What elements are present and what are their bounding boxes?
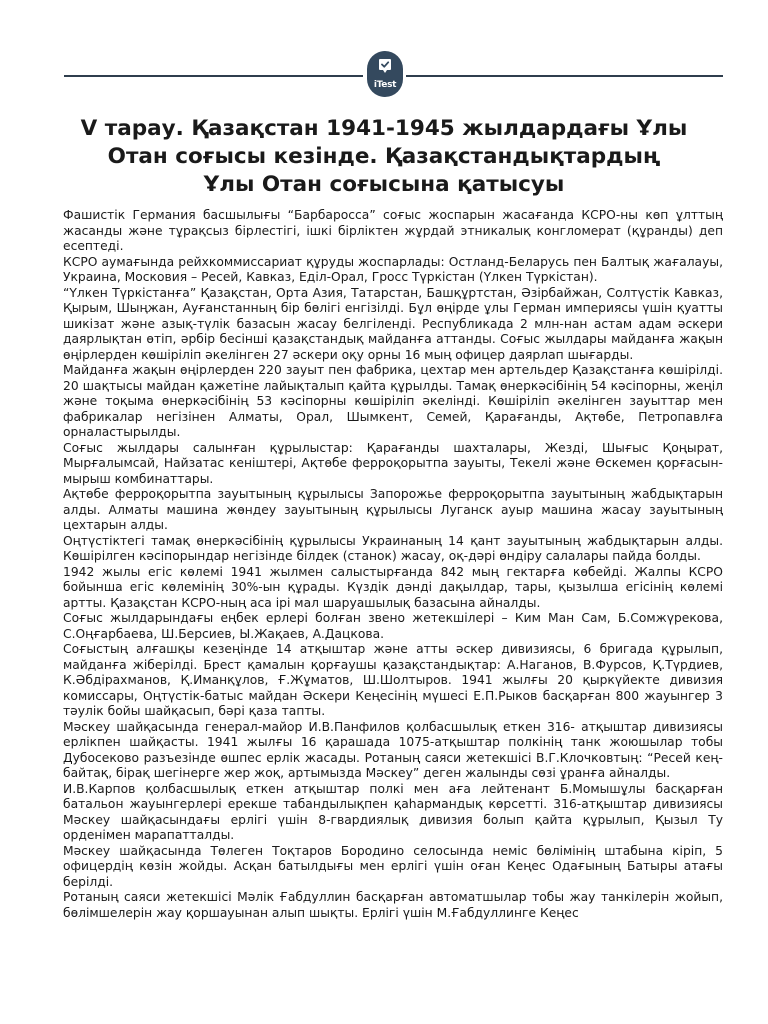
paragraph: И.В.Карпов қолбасшылық еткен атқыштар полкі мен аға лейтенант Б.Момышұлы басқарған батальон жауынгерлері ерекше табандылықпен қаһармандық көрсетті. 316-атқыштар дивизиясы Мәскеу шайқасындағы ерлігі үшін 8-гвардиялық дивизия болып қайта құрылып, Қызыл Ту орденімен марапатталды. <box>63 781 723 842</box>
title-line-1: V тарау. Қазақстан 1941-1945 жылдардағы Ұлы <box>80 116 688 141</box>
paragraph: Соғыстың алғашқы кезеңінде 14 атқыштар және атты әскер дивизиясы, 6 бригада құрылып, майданға жіберілді. Брест қамалын қорғаушы қазақстандықтар: А.Наганов, В.Фурсов, Қ.Түрдиев, К.Әбдірахманов, Қ.Иманқұлов, Ғ.Жұматов, Ш.Шолтыров. 1941 жылғы 20 қыркүйекте дивизия комиссары, Оңтүстік-батыс майдан Әскери Кеңесінің мүшесі Е.П.Рыков басқарған 800 жауынгер 3 тәулік бойы шайқасып, бәрі қаза тапты. <box>63 642 723 718</box>
page-title <box>40 115 728 199</box>
paragraph: Оңтүстіктегі тамақ өнеркәсібінің құрылысы Украинаның 14 қант зауытының жабдықтарын алды. Көшірілген кәсіпорындар негізінде білдек (станок) жасау, оқ-дәрі өндіру салалары пайда болды. <box>63 533 723 563</box>
itest-logo <box>367 51 403 97</box>
paragraph: Мәскеу шайқасында генерал-майор И.В.Панфилов қолбасшылық еткен 316- атқыштар дивизиясы ерлікпен шайқасты. 1941 жылғы 16 қарашада 1075-атқыштар полкінің танк жоюшылар тобы Дубосеково разъезінде өшпес ерлік жасады. Ротаның саяси жетекшісі В.Г.Клочковтың: “Ресей кең-байтақ, бірақ шегінерге жер жоқ, артымызда Мәскеу” деген жалынды сөзі ұранға айналды. <box>63 719 723 780</box>
paragraph: Ақтөбе ферроқорытпа зауытының құрылысы Запорожье ферроқорытпа зауытының жабдықтарын алды. Алматы машина жөндеу зауытының құрылысы Луганск ауыр машина жасау зауытының цехтарын алды. <box>63 487 723 532</box>
paragraph: Фашистік Германия басшылығы “Барбаросса” соғыс жоспарын жасағанда КСРО-ны көп ұлттың жасанды және тұрақсыз бірлестігі, ішкі бірліктен жұрдай этникалық конгломерат (құранды) деп есептеді. <box>63 208 723 253</box>
paragraph: Майданға жақын өңірлерден 220 зауыт пен фабрика, цехтар мен артельдер Қазақстанға көшірілді. 20 шақтысы майдан қажетіне лайықталып қайта құрылды. Тамақ өнеркәсібінің 54 кәсіпорны, жеңіл және тоқыма өнеркәсібінің 53 кәсіпорны көшіріліп әкелінді. Көшіріліп әкелінген зауыттар мен фабрикалар негізінен Алматы, Орал, Шымкент, Семей, Қарағанды, Ақтөбе, Петропавлға орналастырылды. <box>63 363 723 439</box>
title-line-2: Отан соғысы кезінде. Қазақстандықтардың <box>107 144 661 169</box>
logo-wordmark: iTest <box>373 80 397 90</box>
document-body <box>63 208 723 921</box>
header-rule-right <box>406 75 723 77</box>
paragraph: КСРО аумағында рейхкоммиссариат құруды жоспарлады: Остланд-Беларусь пен Балтық жағалауы, Украина, Московия – Ресей, Кавказ, Еділ-Орал, Гросс Түркістан (Үлкен Түркістан). <box>63 254 723 284</box>
paragraph: “Үлкен Түркістанға” Қазақстан, Орта Азия, Татарстан, Башқұртстан, Әзірбайжан, Солтүстік Кавказ, Қырым, Шыңжан, Ауғанстанның бір бөлігі енгізілді. Бұл өңірде ұлы Герман империясы үшін қуатты шикізат және азық-түлік базасын жасау белгіленді. Республикада 2 млн-нан астам адам әскери даярлықтан өтіп, әрбір бесінші қазақстандық майданға аттанды. Соғыс жылдары майданға жақын өңірлерден көшіріліп әкелінген 27 әскери оқу орны 16 мың офицер даярлап шығарды. <box>63 285 723 362</box>
header-rule-left <box>64 75 363 77</box>
paragraph: Соғыс жылдарындағы еңбек ерлері болған звено жетекшілері – Ким Ман Сам, Б.Сомжүрекова, С.Оңғарбаева, Ш.Берсиев, Ы.Жақаев, А.Дацкова. <box>63 611 723 641</box>
paragraph: Ротаның саяси жетекшісі Мәлік Ғабдуллин басқарған автоматшылар тобы жау танкілерін жойып, бөлімшелерін жау қоршауынан алып шықты. Ерлігі үшін М.Ғабдуллинге Кеңес <box>63 890 723 920</box>
check-badge-icon <box>377 57 393 77</box>
paragraph: Мәскеу шайқасында Төлеген Тоқтаров Бородино селосында неміс бөлімінің штабына кіріп, 5 офицердің көзін жойды. Асқан батылдығы мен ерлігі үшін оған Кеңес Одағының Батыры атағы берілді. <box>63 843 723 889</box>
title-line-3: Ұлы Отан соғысына қатысуы <box>203 172 565 197</box>
paragraph: Соғыс жылдары салынған құрылыстар: Қарағанды шахталары, Жезді, Шығыс Қоңырат, Мырғалымсай, Найзатас кеніштері, Ақтөбе ферроқорытпа зауыты, Текелі және Өскемен қорғасын-мырыш комбинаттары. <box>63 440 723 486</box>
paragraph: 1942 жылы егіс көлемі 1941 жылмен салыстырғанда 842 мың гектарға көбейді. Жалпы КСРО бойынша егіс көлемінің 30%-ын құрады. Күздік дәнді дақылдар, тары, қызылша егісінің көлемі артты. Қазақстан КСРО-ның аса ірі мал шаруашылық базасына айналды. <box>63 564 723 610</box>
